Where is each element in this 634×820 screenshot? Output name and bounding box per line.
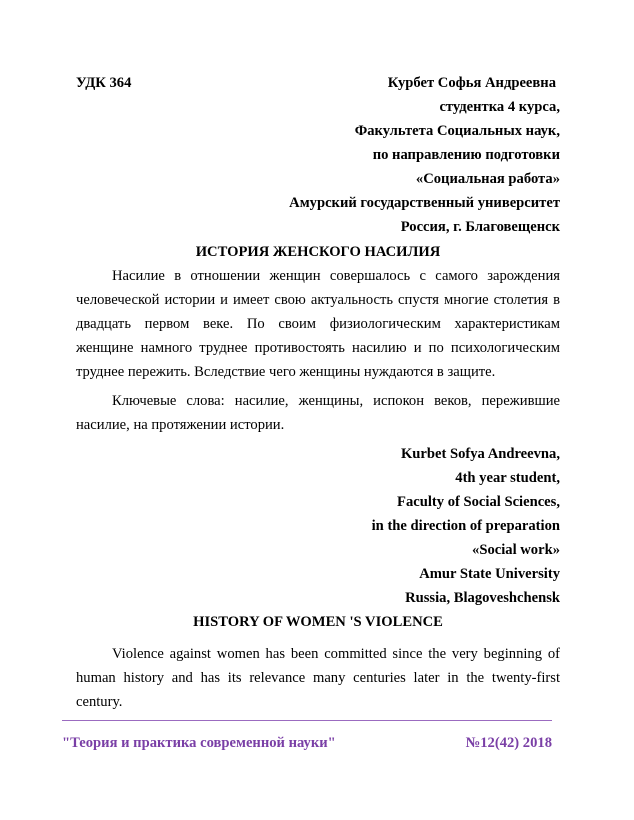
- author-en-line: 4th year student,: [455, 470, 560, 486]
- author-en-line: Amur State University: [419, 566, 560, 582]
- author-en-line: Kurbet Sofya Andreevna,: [400, 446, 560, 462]
- udk-author-row: [76, 71, 560, 95]
- journal-issue: №12(42) 2018: [465, 735, 552, 751]
- affiliation-ru-line: студентка 4 курса,: [439, 99, 560, 115]
- udk-code: УДК 364: [76, 75, 132, 91]
- footer-divider: [62, 720, 552, 721]
- article-title-ru: ИСТОРИЯ ЖЕНСКОГО НАСИЛИЯ: [195, 244, 441, 260]
- article-title-en: HISTORY OF WOMEN 'S VIOLENCE: [193, 614, 443, 630]
- author-name-ru: Курбет Софья Андреевна: [387, 75, 556, 91]
- affiliation-ru-line: «Социальная работа»: [415, 171, 560, 187]
- abstract-en: Violence against women has been committed since the very beginning of human history and has its relevance many centuries later in the twenty-first century.: [76, 646, 560, 710]
- keywords-ru: Ключевые слова: насилие, женщины, испокон веков, пережившие насилие, на протяжении истории.: [76, 393, 560, 433]
- affiliation-ru-line: Факультета Социальных наук,: [354, 123, 560, 139]
- author-en-line: in the direction of preparation: [371, 518, 560, 534]
- affiliation-ru-line: по направлению подготовки: [372, 147, 560, 163]
- affiliation-ru-line: Россия, г. Благовещенск: [400, 219, 560, 235]
- page-footer: [62, 735, 552, 757]
- journal-name: "Теория и практика современной науки": [62, 735, 336, 751]
- affiliation-ru-line: Амурский государственный университет: [289, 195, 560, 211]
- author-block-en: [76, 442, 560, 610]
- abstract-ru: Насилие в отношении женщин совершалось с самого зарождения человеческой истории и имеет свою актуальность спустя многие столетия в двадцать первом веке. По своим физиологическим характеристикам женщине намного труднее противостоять насилию и по психологическим труднее пережить. Вследствие чего женщины нуждаются в защите.: [76, 268, 560, 380]
- affiliation-ru: [76, 95, 560, 239]
- author-en-line: Russia, Blagoveshchensk: [405, 590, 560, 606]
- page-content: [76, 71, 560, 714]
- author-en-line: «Social work»: [472, 542, 560, 558]
- author-en-line: Faculty of Social Sciences,: [397, 494, 560, 510]
